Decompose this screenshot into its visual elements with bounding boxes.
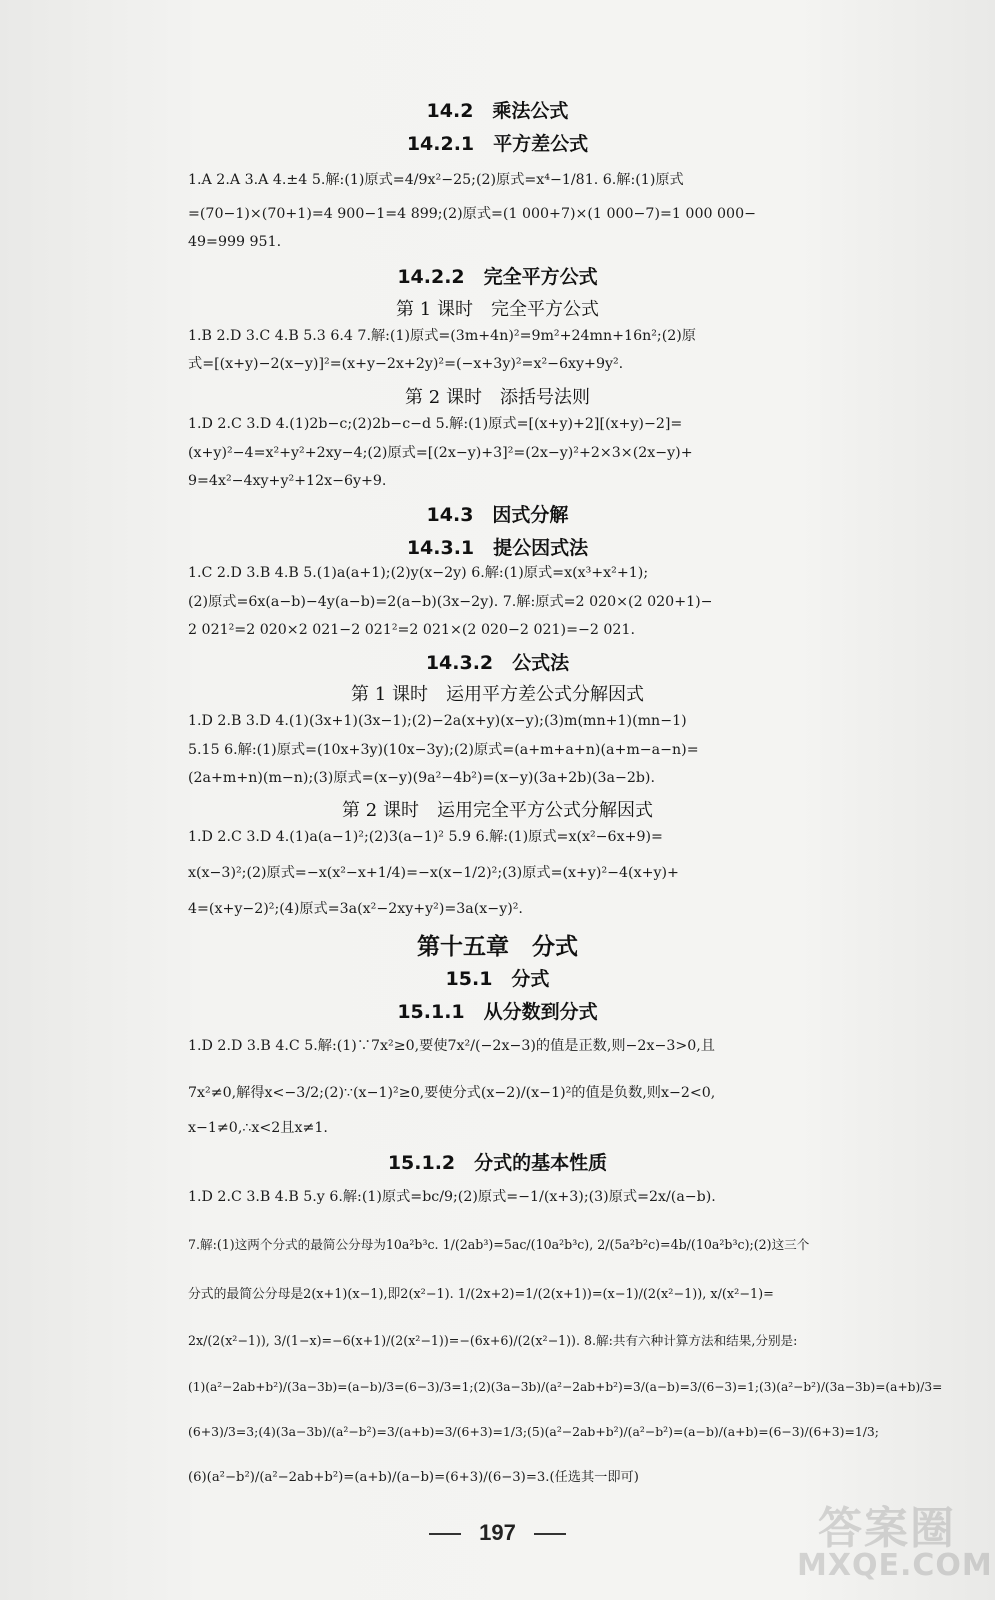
site-watermark: [797, 1492, 993, 1592]
answer-line: 分式的最简公分母是2(x+1)(x−1),即2(x²−1). 1/(2x+2)=1/(2(x+1))=(x−1)/(2(x²−1)), x/(x²−1)=: [188, 1287, 774, 1302]
answer-line: 1.B 2.D 3.C 4.B 5.3 6.4 7.解:(1)原式=(3m+4n)²=9m²+24mn+16n²;(2)原: [188, 328, 696, 344]
answer-line: (6)(a²−b²)/(a²−2ab+b²)=(a+b)/(a−b)=(6+3)/(6−3)=3.(任选其一即可): [188, 1470, 639, 1485]
answer-line: 1.A 2.A 3.A 4.±4 5.解:(1)原式=4/9x²−25;(2)原式=x⁴−1/81. 6.解:(1)原式: [188, 172, 684, 188]
section-heading-15-1: 15.1 分式: [445, 968, 550, 990]
lesson-heading: 第 2 课时 添括号法则: [405, 387, 590, 408]
answer-line: 9=4x²−4xy+y²+12x−6y+9.: [188, 473, 387, 489]
answer-line: 式=[(x+y)−2(x−y)]²=(x+y−2x+2y)²=(−x+3y)²=x²−6xy+9y².: [188, 356, 624, 372]
section-heading-14-2: 14.2 乘法公式: [426, 100, 569, 122]
answer-line: (x+y)²−4=x²+y²+2xy−4;(2)原式=[(2x−y)+3]²=(2x−y)²+2×3×(2x−y)+: [188, 445, 693, 461]
answer-line: 1.D 2.C 3.B 4.B 5.y 6.解:(1)原式=bc/9;(2)原式=−1/(x+3);(3)原式=2x/(a−b).: [188, 1189, 716, 1205]
section-heading-14-3-1: 14.3.1 提公因式法: [406, 537, 589, 559]
lesson-heading: 第 1 课时 完全平方公式: [396, 299, 599, 320]
answer-line: 1.C 2.D 3.B 4.B 5.(1)a(a+1);(2)y(x−2y) 6.解:(1)原式=x(x³+x²+1);: [188, 565, 649, 581]
lesson-heading: 第 2 课时 运用完全平方公式分解因式: [342, 800, 653, 821]
section-heading-14-3-2: 14.3.2 公式法: [425, 652, 570, 674]
answer-line: (2a+m+n)(m−n);(3)原式=(x−y)(9a²−4b²)=(x−y)(3a+2b)(3a−2b).: [188, 770, 655, 786]
answer-line: (6+3)/3=3;(4)(3a−3b)/(a²−b²)=3/(a+b)=3/(6+3)=1/3;(5)(a²−2ab+b²)/(a²−b²)=(a−b)/(a+b)=(6−3)/(6+3)=1/3;: [188, 1424, 879, 1439]
section-heading-15-1-1: 15.1.1 从分数到分式: [397, 1001, 598, 1023]
answer-line: 7x²≠0,解得x<−3/2;(2)∵(x−1)²≥0,要使分式(x−2)/(x−1)²的值是负数,则x−2<0,: [188, 1085, 716, 1101]
page-number-text: 197: [479, 1520, 516, 1545]
answer-line: 49=999 951.: [188, 234, 282, 250]
lesson-heading: 第 1 课时 运用平方差公式分解因式: [351, 684, 644, 705]
answer-line: 1.D 2.C 3.D 4.(1)a(a−1)²;(2)3(a−1)² 5.9 6.解:(1)原式=x(x²−6x+9)=: [188, 829, 663, 845]
answer-line: (2)原式=6x(a−b)−4y(a−b)=2(a−b)(3x−2y). 7.解:原式=2 020×(2 020+1)−: [188, 594, 713, 610]
answer-line: (1)(a²−2ab+b²)/(3a−3b)=(a−b)/3=(6−3)/3=1;(2)(3a−3b)/(a²−2ab+b²)=3/(a−b)=3/(6−3)=1;(3)(a²−b²)/(3a−3b)=(a+b)/3=: [188, 1380, 943, 1394]
chapter-heading: 第十五章 分式: [417, 933, 578, 960]
answer-line: 1.D 2.C 3.D 4.(1)2b−c;(2)2b−c−d 5.解:(1)原式=[(x+y)+2][(x+y)−2]=: [188, 416, 683, 432]
answer-line: x−1≠0,∴x<2且x≠1.: [188, 1120, 328, 1136]
answer-line: 5.15 6.解:(1)原式=(10x+3y)(10x−3y);(2)原式=(a+m+a+n)(a+m−a−n)=: [188, 742, 699, 758]
watermark-logo-text: 答案圈: [818, 1503, 956, 1554]
watermark-domain: MXQE.COM: [797, 1548, 993, 1583]
section-heading-14-2-2: 14.2.2 完全平方公式: [397, 266, 598, 288]
page-number-dash-right: [534, 1533, 566, 1535]
answer-line: 2x/(2(x²−1)), 3/(1−x)=−6(x+1)/(2(x²−1))=−(6x+6)/(2(x²−1)). 8.解:共有六种计算方法和结果,分别是:: [188, 1333, 798, 1348]
answer-line: 2 021²=2 020×2 021−2 021²=2 021×(2 020−2 021)=−2 021.: [188, 622, 635, 638]
section-heading-14-2-1: 14.2.1 平方差公式: [406, 133, 589, 155]
answer-line: x(x−3)²;(2)原式=−x(x²−x+1/4)=−x(x−1/2)²;(3)原式=(x+y)²−4(x+y)+: [188, 865, 679, 881]
answer-line: =(70−1)×(70+1)=4 900−1=4 899;(2)原式=(1 000+7)×(1 000−7)=1 000 000−: [188, 206, 756, 222]
answer-line: 7.解:(1)这两个分式的最简公分母为10a²b³c. 1/(2ab³)=5ac/(10a²b³c), 2/(5a²b²c)=4b/(10a²b³c);(2)这三个: [188, 1237, 810, 1252]
section-heading-15-1-2: 15.1.2 分式的基本性质: [387, 1152, 608, 1174]
section-heading-14-3: 14.3 因式分解: [426, 504, 569, 526]
answer-line: 4=(x+y−2)²;(4)原式=3a(x²−2xy+y²)=3a(x−y)².: [188, 901, 523, 917]
answer-line: 1.D 2.D 3.B 4.C 5.解:(1)∵7x²≥0,要使7x²/(−2x−3)的值是正数,则−2x−3>0,且: [188, 1038, 715, 1054]
answer-line: 1.D 2.B 3.D 4.(1)(3x+1)(3x−1);(2)−2a(x+y)(x−y);(3)m(mn+1)(mn−1): [188, 713, 687, 729]
page-number-dash-left: [429, 1533, 461, 1535]
